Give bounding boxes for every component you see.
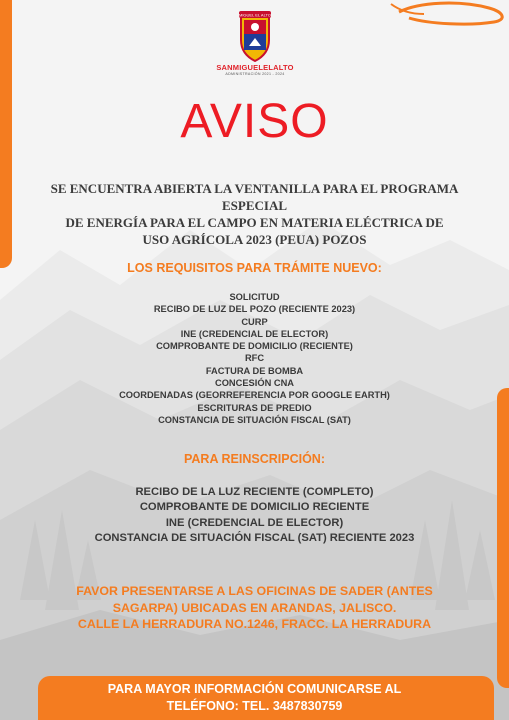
requirement-item: COORDENADAS (GEORREFERENCIA POR GOOGLE EARTH) <box>119 390 390 401</box>
office-address <box>40 583 469 633</box>
contact-line: PARA MAYOR INFORMACIÓN COMUNICARSE AL <box>107 682 402 696</box>
office-line: FAVOR PRESENTARSE A LAS OFICINAS DE SADER (ANTES <box>76 584 433 598</box>
requirement-item: FACTURA DE BOMBA <box>205 365 304 376</box>
logo-subtitle: ADMINISTRACIÓN 2021 - 2024 <box>225 72 285 76</box>
office-line: CALLE LA HERRADURA NO.1246, FRACC. LA HERRADURA <box>77 617 432 631</box>
intro-line: USO AGRÍCOLA 2023 (PEUA) POZOS <box>142 232 367 247</box>
requirement-item: RFC <box>244 353 265 364</box>
requirement-item: INE (CREDENCIAL DE ELECTOR) <box>180 328 329 339</box>
coat-of-arms-icon <box>235 10 275 62</box>
reinscription-list <box>0 485 509 546</box>
requirement-item: COMPROBANTE DE DOMICILIO (RECIENTE) <box>156 341 353 352</box>
office-line: SAGARPA) UBICADAS EN ARANDAS, JALISCO. <box>112 600 397 615</box>
intro-line: SE ENCUENTRA ABIERTA LA VENTANILLA PARA EL PROGRAMA ESPECIAL <box>50 181 459 213</box>
requirement-item: SOLICITUD <box>229 292 280 302</box>
page-title: AVISO <box>180 95 329 148</box>
intro-paragraph <box>20 180 489 248</box>
requirement-item: CONSTANCIA DE SITUACIÓN FISCAL (SAT) <box>158 414 351 425</box>
requirement-item: CURP <box>241 316 268 327</box>
reinscription-heading: PARA REINSCRIPCIÓN: <box>184 452 325 466</box>
contact-info <box>0 681 509 715</box>
intro-line: DE ENERGÍA PARA EL CAMPO EN MATERIA ELÉCTRICA DE <box>65 215 444 230</box>
logo-name: SANMIGUELELALTO <box>216 63 294 72</box>
reinscription-item: COMPROBANTE DE DOMICILIO RECIENTE <box>139 501 370 514</box>
requirements-list <box>0 291 509 426</box>
municipal-logo <box>213 10 297 76</box>
requirement-item: RECIBO DE LUZ DEL POZO (RECIENTE 2023) <box>153 304 356 315</box>
requirement-item: ESCRITURAS DE PREDIO <box>197 402 312 413</box>
logo-banner: MIGUEL EL ALTO <box>238 12 272 18</box>
contact-phone: TELÉFONO: TEL. 3487830759 <box>166 699 343 713</box>
requirements-heading: LOS REQUISITOS PARA TRÁMITE NUEVO: <box>127 261 382 275</box>
corner-swirl-decoration <box>389 0 509 30</box>
reinscription-item: RECIBO DE LA LUZ RECIENTE (COMPLETO) <box>135 486 374 498</box>
requirement-item: CONCESIÓN CNA <box>214 378 295 389</box>
reinscription-item: CONSTANCIA DE SITUACIÓN FISCAL (SAT) RECIENTE 2023 <box>94 531 415 544</box>
reinscription-item: INE (CREDENCIAL DE ELECTOR) <box>165 516 344 529</box>
